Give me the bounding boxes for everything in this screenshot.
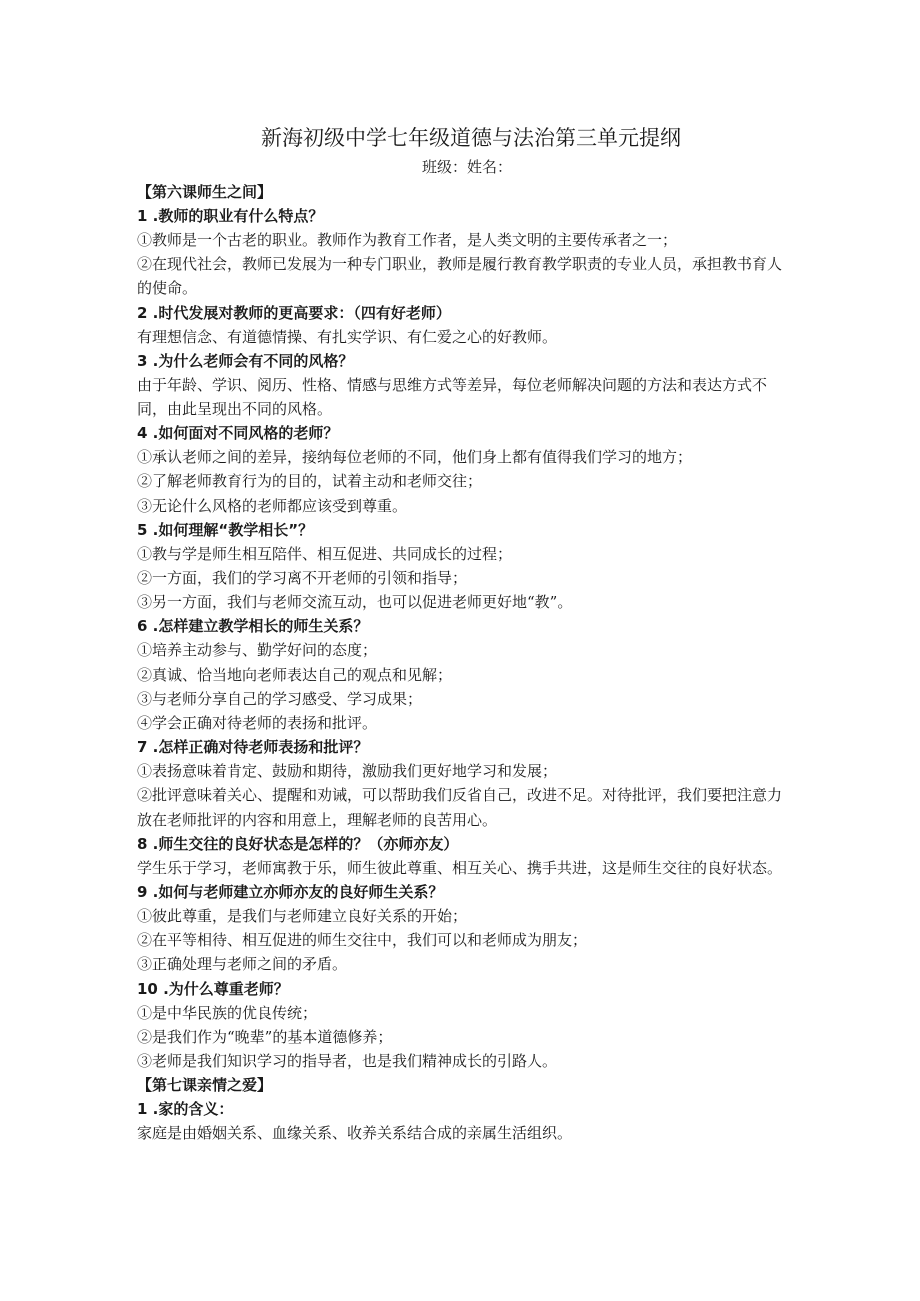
answer-paragraph: ①承认老师之间的差异，接纳每位老师的不同，他们身上都有值得我们学习的地方；: [137, 448, 693, 467]
question-heading: 10 .为什么尊重老师？: [137, 979, 289, 998]
question-heading: 2 .时代发展对教师的更高要求：（四有好老师）: [137, 303, 451, 322]
answer-paragraph: ②一方面，我们的学习离不开老师的引领和指导；: [137, 569, 468, 588]
lesson-7-items: [137, 1097, 787, 1145]
lesson-7-heading: 【第七课亲情之爱】: [137, 1076, 273, 1095]
answer-paragraph: ①表扬意味着肯定、鼓励和期待，激励我们更好地学习和发展；: [137, 762, 558, 781]
answer-paragraph: ③老师是我们知识学习的指导者，也是我们精神成长的引路人。: [137, 1052, 558, 1071]
answer-paragraph: ②是我们作为“晚辈”的基本道德修养；: [137, 1027, 393, 1046]
question-heading: 1 .家的含义：: [137, 1100, 234, 1119]
answer-paragraph: 学生乐于学习，老师寓教于乐，师生彼此尊重、相互关心、携手共进，这是师生交往的良好状态。: [137, 858, 783, 877]
answer-paragraph: ④学会正确对待老师的表扬和批评。: [137, 714, 378, 733]
answer-paragraph: ②了解老师教育行为的目的，试着主动和老师交往；: [137, 472, 483, 491]
answer-paragraph: 家庭是由婚姻关系、血缘关系、收养关系结合成的亲属生活组织。: [137, 1124, 573, 1143]
question-heading: 4 .如何面对不同风格的老师？: [137, 424, 339, 443]
question-heading: 1 .教师的职业有什么特点？: [137, 207, 324, 225]
lesson-6-section: [137, 180, 787, 1073]
lesson-6-heading: 【第六课师生之间】: [137, 183, 273, 201]
class-name-line: 班级：姓名：: [421, 158, 512, 176]
document-page: [137, 122, 787, 1145]
document-title: 新海初级中学七年级道德与法治第三单元提纲: [261, 126, 681, 150]
answer-paragraph: ②在平等相待、相互促进的师生交往中，我们可以和老师成为朋友；: [137, 931, 588, 950]
answer-paragraph: ①培养主动参与、勤学好问的态度；: [137, 641, 378, 660]
lesson-6-items: [137, 204, 787, 1073]
question-heading: 7 .怎样正确对待老师表扬和批评？: [137, 738, 369, 757]
answer-paragraph: ②在现代社会，教师已发展为一种专门职业，教师是履行教育教学职责的专业人员，承担教书育人的使命。: [137, 255, 783, 298]
question-heading: 6 .怎样建立教学相长的师生关系？: [137, 617, 369, 636]
answer-paragraph: ②批评意味着关心、提醒和劝诫，可以帮助我们反省自己，改进不足。对待批评，我们要把注意力放在老师批评的内容和用意上，理解老师的良苦用心。: [137, 786, 783, 829]
answer-paragraph: ③另一方面，我们与老师交流互动，也可以促进老师更好地“教”。: [137, 593, 573, 612]
question-heading: 5 .如何理解“教学相长”？: [137, 520, 314, 539]
answer-paragraph: 由于年龄、学识、阅历、性格、情感与思维方式等差异，每位老师解决问题的方法和表达方式不同，由此呈现出不同的风格。: [137, 375, 768, 419]
answer-paragraph: ③正确处理与老师之间的矛盾。: [137, 955, 348, 974]
question-heading: 9 .如何与老师建立亦师亦友的良好师生关系？: [137, 883, 444, 902]
answer-paragraph: ③与老师分享自己的学习感受、学习成果；: [137, 689, 423, 708]
answer-paragraph: 有理想信念、有道德情操、有扎实学识、有仁爱之心的好教师。: [137, 327, 558, 346]
answer-paragraph: ②真诚、恰当地向老师表达自己的观点和见解；: [137, 665, 453, 684]
question-heading: 8 .师生交往的良好状态是怎样的？（亦师亦友）: [137, 834, 459, 853]
answer-paragraph: ③无论什么风格的老师都应该受到尊重。: [137, 496, 408, 515]
answer-paragraph: ①教师是一个古老的职业。教师作为教育工作者，是人类文明的主要传承者之一；: [137, 231, 678, 249]
answer-paragraph: ①教与学是师生相互陪伴、相互促进、共同成长的过程；: [137, 544, 513, 563]
answer-paragraph: ①是中华民族的优良传统；: [137, 1003, 318, 1022]
lesson-7-section: [137, 1073, 787, 1145]
question-heading: 3 .为什么老师会有不同的风格？: [137, 351, 354, 370]
answer-paragraph: ①彼此尊重，是我们与老师建立良好关系的开始；: [137, 907, 468, 926]
